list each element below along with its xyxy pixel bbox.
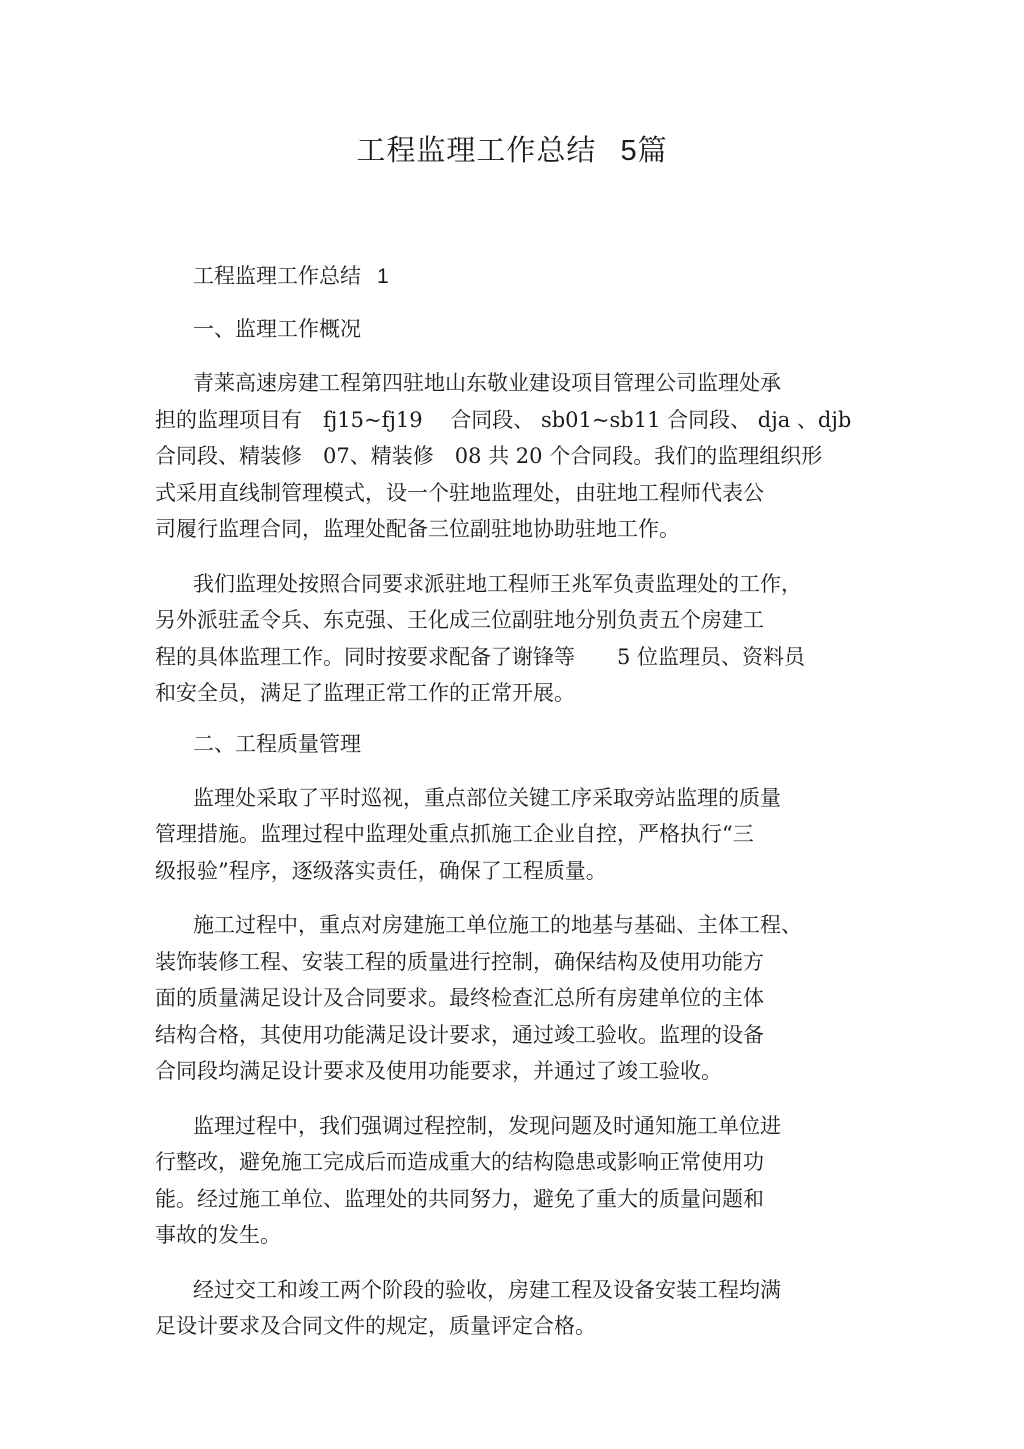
paragraph-quality-2 bbox=[155, 907, 845, 1090]
paragraph-line: 面的质量满足设计及合同要求。最终检查汇总所有房建单位的主体 bbox=[155, 986, 764, 1010]
paragraph-line: 合同段均满足设计要求及使用功能要求，并通过了竣工验收。 bbox=[155, 1059, 722, 1083]
paragraph-line: 行整改，避免施工完成后而造成重大的结构隐患或影响正常使用功 bbox=[155, 1150, 764, 1174]
paragraph-line: 管理措施。监理过程中监理处重点抓施工企业自控，严格执行“三 bbox=[155, 822, 754, 846]
paragraph-line: 式采用直线制管理模式，设一个驻地监理处，由驻地工程师代表公 bbox=[155, 480, 764, 505]
paragraph-line: 担的监理项目有 fj15~fj19 合同段、 sb01~sb11 合同段、 dja 、djb bbox=[155, 407, 852, 432]
paragraph-quality-3 bbox=[155, 1108, 845, 1254]
paragraph-line: 合同段、精装修 07、精装修 08 共 20 个合同段。我们的监理组织形 bbox=[155, 444, 823, 468]
paragraph-line: 能。经过施工单位、监理处的共同努力，避免了重大的质量问题和 bbox=[155, 1186, 764, 1211]
title-text: 工程监理工作总结 bbox=[356, 133, 597, 167]
paragraph-line: 监理处采取了平时巡视，重点部位关键工序采取旁站监理的质量 bbox=[193, 785, 781, 810]
paragraph-line: 青莱高速房建工程第四驻地山东敬业建设项目管理公司监理处承 bbox=[193, 371, 781, 395]
paragraph-line: 程的具体监理工作。同时按要求配备了谢锋等 5 位监理员、资料员 bbox=[155, 644, 806, 669]
paragraph-overview-2 bbox=[155, 566, 845, 712]
paragraph-line: 经过交工和竣工两个阶段的验收，房建工程及设备安装工程均满 bbox=[193, 1277, 781, 1302]
heading-overview: 一、监理工作概况 bbox=[193, 317, 361, 341]
section-heading bbox=[193, 262, 845, 291]
paragraph-line: 级报验”程序，逐级落实责任，确保了工程质量。 bbox=[155, 858, 607, 883]
paragraph-line: 装饰装修工程、安装工程的质量进行控制，确保结构及使用功能方 bbox=[155, 949, 764, 974]
page-title bbox=[0, 128, 1024, 169]
title-count: 5篇 bbox=[620, 135, 668, 167]
section-number: 1 bbox=[377, 265, 389, 288]
paragraph-line: 足设计要求及合同文件的规定，质量评定合格。 bbox=[155, 1314, 596, 1338]
document-body bbox=[155, 262, 852, 1363]
section-label: 工程监理工作总结 bbox=[193, 264, 361, 288]
paragraph-quality-4 bbox=[155, 1272, 845, 1345]
paragraph-line: 另外派驻孟令兵、东克强、王化成三位副驻地分别负责五个房建工 bbox=[155, 608, 764, 632]
paragraph-overview-1 bbox=[155, 365, 852, 548]
paragraph-line: 我们监理处按照合同要求派驻地工程师王兆军负责监理处的工作， bbox=[193, 571, 802, 596]
paragraph-line: 司履行监理合同，监理处配备三位副驻地协助驻地工作。 bbox=[155, 517, 680, 541]
paragraph-line: 施工过程中，重点对房建施工单位施工的地基与基础、主体工程、 bbox=[193, 913, 802, 937]
paragraph-line: 结构合格，其使用功能满足设计要求，通过竣工验收。监理的设备 bbox=[155, 1022, 764, 1047]
paragraph-line: 和安全员，满足了监理正常工作的正常开展。 bbox=[155, 681, 575, 705]
paragraph-line: 事故的发生。 bbox=[155, 1223, 281, 1247]
paragraph-line: 监理过程中，我们强调过程控制，发现问题及时通知施工单位进 bbox=[193, 1113, 781, 1138]
heading-quality: 二、工程质量管理 bbox=[193, 731, 361, 756]
paragraph-quality-1 bbox=[155, 780, 845, 890]
